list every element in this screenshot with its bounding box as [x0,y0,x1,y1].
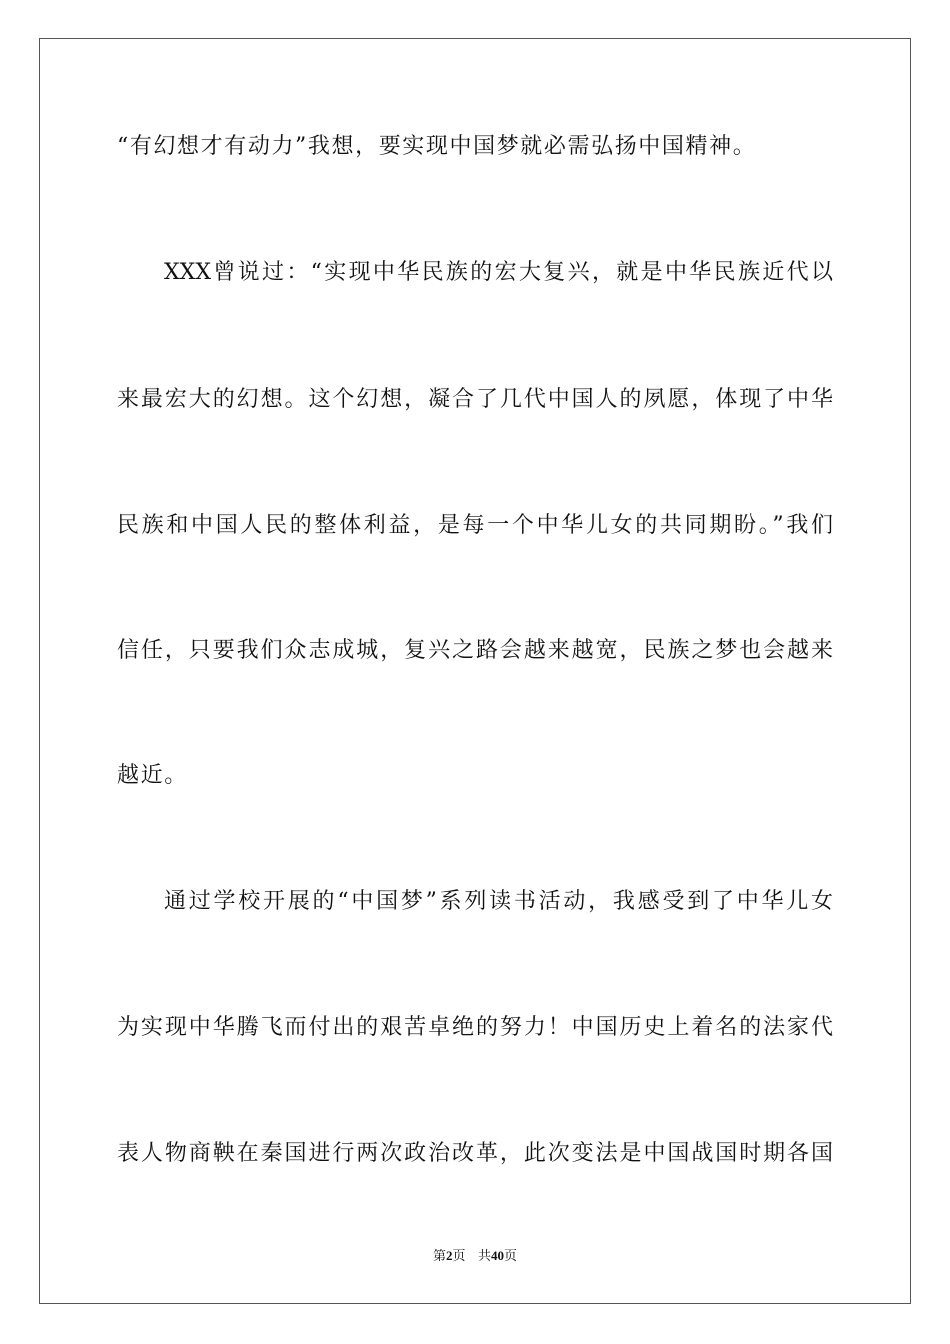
paragraph-line-2: XXX曾说过：“实现中华民族的宏大复兴，就是中华民族近代以 [164,260,833,285]
paragraph-line-7: 通过学校开展的“中国梦”系列读书活动，我感受到了中华儿女 [164,889,833,914]
footer-page-prefix: 第 [433,1249,447,1264]
footer-total-pages: 40 [490,1248,504,1263]
paragraph-line-9: 表人物商鞅在秦国进行两次政治改革，此次变法是中国战国时期各国 [117,1141,833,1166]
paragraph-line-3: 来最宏大的幻想。这个幻想，凝合了几代中国人的夙愿，体现了中华 [117,387,833,412]
footer-page-number: 2 [446,1248,453,1263]
page-footer [0,1247,950,1266]
paragraph-line-4: 民族和中国人民的整体利益，是每一个中华儿女的共同期盼。”我们 [117,513,833,538]
paragraph-line-8: 为实现中华腾飞而付出的艰苦卓绝的努力！中国历史上着名的法家代 [117,1015,833,1040]
footer-total-prefix: 共 [477,1249,491,1264]
paragraph-line-6: 越近。 [117,763,188,788]
footer-page-unit: 页 [452,1249,466,1264]
page-border [39,38,911,1304]
paragraph-line-5: 信任，只要我们众志成城，复兴之路会越来越宽，民族之梦也会越来 [117,638,833,663]
footer-total-unit: 页 [503,1249,517,1264]
paragraph-line-1: “有幻想才有动力”我想，要实现中国梦就必需弘扬中国精神。 [117,134,757,159]
